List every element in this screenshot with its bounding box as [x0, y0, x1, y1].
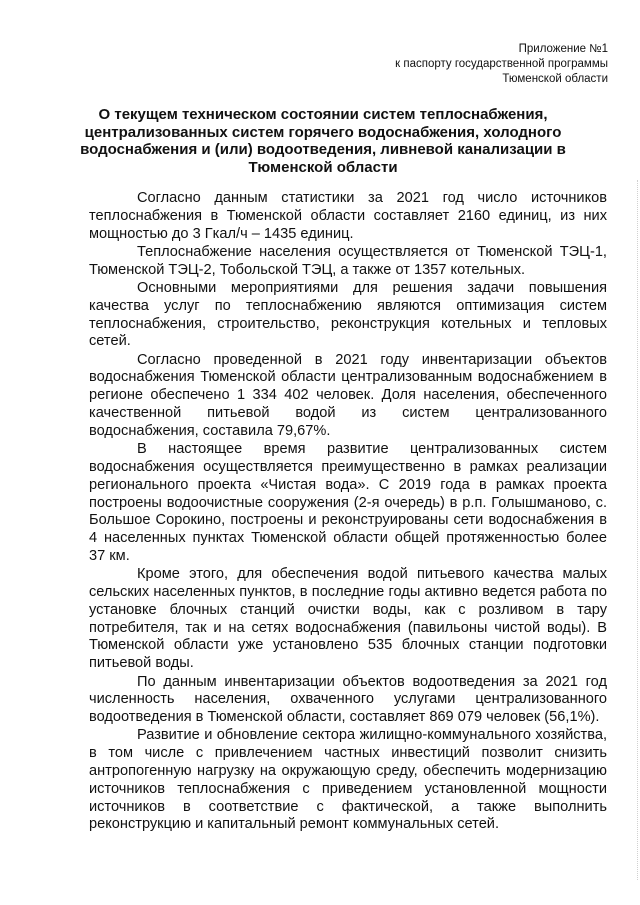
appendix-note: [395, 42, 608, 87]
paragraph: Согласно данным статистики за 2021 год число источников теплоснабжения в Тюменской области составляет 2160 единиц, из них мощностью до 3 Гкал/ч – 1435 единиц.: [89, 190, 607, 242]
paragraph: Основными мероприятиями для решения задачи повышения качества услуг по теплоснабжению являются оптимизация систем теплоснабжения, строительство, реконструкция котельных и тепловых сетей.: [89, 279, 607, 350]
paragraph: По данным инвентаризации объектов водоотведения за 2021 год численность населения, охваченного услугами централизованного водоотведения в Тюменской области, составляет 869 079 человек (56,1%).: [89, 673, 607, 726]
document-body: [89, 190, 607, 834]
appendix-line: Тюменской области: [502, 73, 608, 85]
appendix-line: Приложение №1: [518, 43, 608, 55]
paragraph: В настоящее время развитие централизованных систем водоснабжения осуществляется преимущественно в рамках реализации регионального проекта «Чистая вода». С 2019 года в рамках проекта построены водоочистные сооружения (2-я очередь) в р.п. Голышманово, с. Большое Сорокино, построены и реконструированы сети водоснабжения в 4 населенных пунктах Тюменской области общей протяженностью более 37 км.: [89, 441, 607, 564]
paragraph: Кроме этого, для обеспечения водой питьевого качества малых сельских населенных пунктов, в последние годы активно ведется работа по установке блочных станций очистки воды, как с розливом в тару потребителя, так и на сетях водоснабжения (павильоны чистой воды). В Тюменской области уже установлено 535 блочных станции подготовки питьевой воды.: [89, 566, 607, 672]
paragraph: Согласно проведенной в 2021 году инвентаризации объектов водоснабжения Тюменской области централизованным водоснабжением в регионе обеспечено 1 334 402 человек. Доля населения, обеспеченного качественной питьевой водой из систем централизованного водоснабжения, составила 79,67%.: [89, 351, 607, 439]
document-title: О текущем техническом состоянии систем теплоснабжения, централизованных систем горячего водоснабжения, холодного водоснабжения и (или) водоотведения, ливневой канализации в Тюменской области: [80, 106, 566, 176]
paragraph: Теплоснабжение населения осуществляется от Тюменской ТЭЦ-1, Тюменской ТЭЦ-2, Тобольской ТЭЦ, а также от 1357 котельных.: [89, 243, 607, 278]
scan-edge-marks: [633, 180, 638, 880]
appendix-line: к паспорту государственной программы: [395, 58, 608, 70]
paragraph: Развитие и обновление сектора жилищно-коммунального хозяйства, в том числе с привлечением частных инвестиций позволит снизить антропогенную нагрузку на окружающую среду, обеспечить модернизацию источников теплоснабжения с приведением установленной мощности источников в соответствие с фактической, а также выполнить реконструкцию и капитальный ремонт коммунальных сетей.: [89, 727, 607, 833]
